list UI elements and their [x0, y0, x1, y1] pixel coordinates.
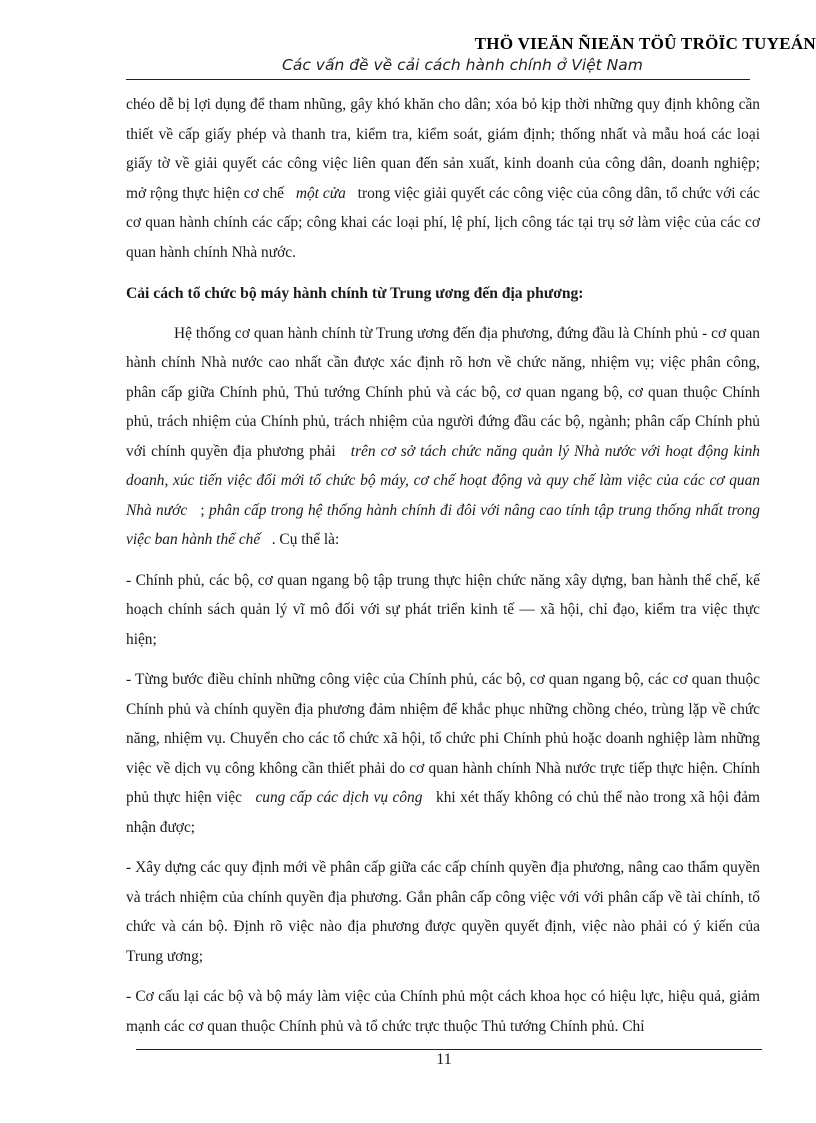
paragraph-text: chéo dễ bị lợi dụng để tham nhũng, gây khó khăn cho dân; xóa bỏ kịp thời những quy định không cần thiết về cấp giấy phép và thanh tra, kiểm tra, kiểm soát, giám định; thống nhất và mẫu hoá các loại giấy tờ về giải quyết các công việc liên quan đến sản xuất, kinh doanh của công dân, doanh nghiệp; mở rộng thực hiện cơ chế [126, 96, 760, 202]
list-item-paragraph [126, 665, 760, 842]
page-header-title: Các vấn đề về cải cách hành chính ở Việt Nam [282, 56, 643, 74]
footer-divider [136, 1049, 762, 1050]
emphasis-text: cung cấp các dịch vụ công [255, 789, 423, 806]
page-number: 11 [436, 1051, 452, 1068]
paragraph-overview [126, 319, 760, 555]
emphasis-text: một cửa [295, 184, 346, 202]
list-item-paragraph: - Xây dựng các quy định mới về phân cấp giữa các cấp chính quyền địa phương, nâng cao thẩm quyền và trách nhiệm của chính quyền địa phương. Gắn phân cấp công việc với với phân cấp về tài chính, tổ chức và cán bộ. Định rõ việc nào địa phương được quyền quyết định, việc nào phải có ý kiến của Trung ương; [126, 859, 760, 965]
emphasis-text: phân cấp trong hệ thống hành chính đi đôi với nâng cao tính tập trung thống nhất trong việc ban hành thể chế [126, 501, 761, 548]
paragraph-text: khi xét thấy không có chủ thể nào trong xã hội đảm nhận được; [126, 789, 761, 836]
header-divider [126, 79, 750, 80]
watermark-text: THÖ VIEÄN ÑIEÄN TÖÛ TRÖÏC TUYEÁN [474, 34, 816, 53]
paragraph-text: . Cụ thể là: [271, 531, 340, 548]
list-item-paragraph: - Chính phủ, các bộ, cơ quan ngang bộ tập trung thực hiện chức năng xây dựng, ban hành thể chế, kế hoạch chính sách quản lý vĩ mô đối với sự phát triển kinh tế — xã hội, chỉ đạo, kiểm tra việc thực hiện; [126, 571, 760, 648]
list-item-paragraph: - Cơ cấu lại các bộ và bộ máy làm việc của Chính phủ một cách khoa học có hiệu lực, hiệu quả, giảm mạnh các cơ quan thuộc Chính phủ và tổ chức trực thuộc Thủ tướng Chính phủ. Chỉ [126, 988, 760, 1035]
paragraph-text: trong việc giải quyết các công việc của công dân, tổ chức với các cơ quan hành chính các cấp; công khai các loại phí, lệ phí, lịch công tác tại trụ sở làm việc của các cơ quan hành chính Nhà nước. [126, 184, 761, 261]
paragraph-text: Hệ thống cơ quan hành chính từ Trung ương đến địa phương, đứng đầu là Chính phủ - cơ quan hành chính Nhà nước cao nhất cần được xác định rõ hơn về chức năng, nhiệm vụ; việc phân công, phân cấp giữa Chính phủ, Thủ tướng Chính phủ và các bộ, cơ quan ngang bộ, cơ quan thuộc Chính phủ, trách nhiệm của Chính phủ, trách nhiệm của người đứng đầu các bộ, ngành; phân cấp Chính phủ với chính quyền địa phương phải [126, 324, 760, 460]
document-body [126, 90, 760, 1041]
paragraph-text: - Từng bước điều chỉnh những công việc của Chính phủ, các bộ, cơ quan ngang bộ, các cơ quan thuộc Chính phủ và chính quyền địa phương đảm nhiệm để khắc phục những chồng chéo, trùng lặp về chức năng, nhiệm vụ. Chuyển cho các tổ chức xã hội, tổ chức phi Chính phủ hoặc doanh nghiệp làm những việc về dịch vụ công không cần thiết phải do cơ quan hành chính Nhà nước trực tiếp thực hiện. Chính phủ thực hiện việc [126, 671, 760, 806]
emphasis-text: trên cơ sở tách chức năng quản lý Nhà nước với hoạt động kinh doanh, xúc tiến việc đổi mới tổ chức bộ máy, cơ chế hoạt động và quy chế làm việc của các cơ quan Nhà nước [126, 442, 761, 519]
paragraph-text: ; [200, 501, 205, 519]
paragraph-intro [126, 90, 760, 267]
section-heading: Cải cách tổ chức bộ máy hành chính từ Trung ương đến địa phương: [126, 285, 584, 302]
